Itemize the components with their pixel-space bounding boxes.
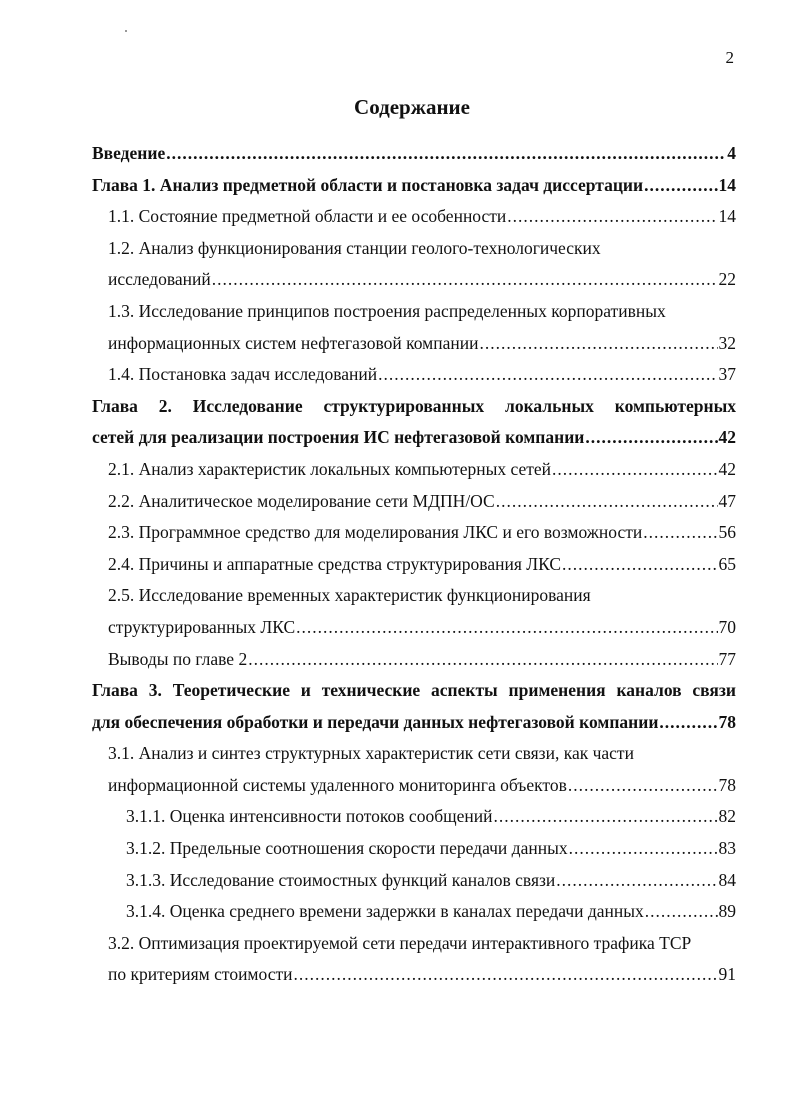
- toc-entry-text: для обеспечения обработки и передачи данных нефтегазовой компании: [92, 711, 659, 732]
- toc-entry-text: 3.1.3. Исследование стоимостных функций каналов связи: [126, 869, 556, 890]
- toc-entry-introduction[interactable]: [92, 138, 736, 170]
- toc-entry-line-1: 3.2. Оптимизация проектируемой сети передачи интерактивного трафика TCP: [108, 932, 692, 953]
- toc-entry-3-1-3[interactable]: [92, 865, 736, 897]
- toc-page-number: 78: [718, 711, 736, 732]
- toc-entry-text: 3.1.2. Предельные соотношения скорости передачи данных: [126, 838, 568, 859]
- toc-entry-text: 2.1. Анализ характеристик локальных компьютерных сетей: [108, 458, 552, 479]
- toc-page-number: 65: [718, 553, 736, 574]
- toc-page-number: 70: [718, 616, 736, 637]
- leader-dots: [212, 264, 718, 296]
- leader-dots: [585, 422, 717, 454]
- toc-entry-text: Введение: [92, 143, 166, 163]
- leader-dots: [659, 707, 717, 739]
- leader-dots: [479, 328, 717, 360]
- toc-entry-3-2[interactable]: [92, 928, 736, 991]
- toc-entry-3-1[interactable]: [92, 738, 736, 801]
- toc-page-number: 56: [718, 522, 736, 543]
- toc-page-number: 83: [718, 838, 736, 859]
- toc-entry-chapter-2[interactable]: [92, 391, 736, 454]
- toc-entry-1-2[interactable]: [92, 233, 736, 296]
- leader-dots: [378, 359, 717, 391]
- toc-entry-line-1: 1.3. Исследование принципов построения распределенных корпоративных: [108, 300, 666, 321]
- scan-artifact: [125, 30, 127, 32]
- toc-entry-3-1-4[interactable]: [92, 896, 736, 928]
- leader-dots: [556, 865, 717, 897]
- toc-entry-text: 1.1. Состояние предметной области и ее особенности: [108, 206, 507, 227]
- toc-title: Содержание: [354, 95, 470, 119]
- toc-entry-text: 1.4. Постановка задач исследований: [108, 364, 378, 385]
- leader-dots: [248, 644, 717, 676]
- toc-entry-3-1-1[interactable]: [92, 801, 736, 833]
- toc-entry-text: Выводы по главе 2: [108, 648, 248, 669]
- toc-entry-2-2[interactable]: [92, 486, 736, 518]
- leader-dots: [296, 612, 717, 644]
- toc-entry-line-1: 3.1. Анализ и синтез структурных характеристик сети связи, как части: [108, 743, 634, 764]
- toc-page-number: 14: [718, 174, 736, 195]
- toc-entry-text: информационной системы удаленного мониторинга объектов: [108, 774, 567, 795]
- table-of-contents: [92, 138, 736, 991]
- toc-entry-text: Глава 1. Анализ предметной области и постановка задач диссертации: [92, 174, 644, 195]
- toc-page-number: 37: [718, 364, 736, 385]
- leader-dots: [166, 138, 726, 170]
- leader-dots: [568, 770, 718, 802]
- toc-page-number: 91: [718, 964, 736, 985]
- leader-dots: [645, 896, 718, 928]
- toc-entry-chapter-2-conclusions[interactable]: [92, 644, 736, 676]
- toc-entry-3-1-2[interactable]: [92, 833, 736, 865]
- toc-page-number: 4: [727, 143, 736, 163]
- toc-entry-1-1[interactable]: [92, 201, 736, 233]
- toc-entry-2-1[interactable]: [92, 454, 736, 486]
- leader-dots: [493, 801, 717, 833]
- toc-entry-text: 2.3. Программное средство для моделирования ЛКС и его возможности: [108, 522, 643, 543]
- toc-entry-text: 2.4. Причины и аппаратные средства структурирования ЛКС: [108, 553, 562, 574]
- toc-entry-text: исследований: [108, 269, 211, 290]
- toc-entry-text: структурированных ЛКС: [108, 616, 296, 637]
- toc-page-number: 42: [718, 458, 736, 479]
- leader-dots: [562, 549, 717, 581]
- leader-dots: [569, 833, 718, 865]
- leader-dots: [552, 454, 717, 486]
- toc-page-number: 22: [718, 269, 736, 290]
- toc-page-number: 84: [718, 869, 736, 890]
- toc-entry-text: по критериям стоимости: [108, 964, 293, 985]
- toc-page-number: 42: [718, 427, 736, 448]
- toc-entry-text: сетей для реализации построения ИС нефтегазовой компании: [92, 427, 585, 448]
- toc-entry-2-5[interactable]: [92, 580, 736, 643]
- toc-entry-1-4[interactable]: [92, 359, 736, 391]
- toc-page-number: 82: [718, 806, 736, 827]
- toc-entry-text: 3.1.4. Оценка среднего времени задержки в каналах передачи данных: [126, 901, 644, 922]
- toc-entry-line-1: Глава 3. Теоретические и технические аспекты применения каналов связи: [92, 680, 736, 701]
- toc-entry-line-1: Глава 2. Исследование структурированных локальных компьютерных: [92, 395, 736, 416]
- toc-page-number: 47: [718, 490, 736, 511]
- toc-page-number: 77: [718, 648, 736, 669]
- toc-entry-line-1: 2.5. Исследование временных характеристик функционирования: [108, 585, 591, 606]
- toc-entry-text: информационных систем нефтегазовой компании: [108, 332, 479, 353]
- leader-dots: [643, 517, 717, 549]
- leader-dots: [496, 486, 718, 518]
- toc-entry-text: 3.1.1. Оценка интенсивности потоков сообщений: [126, 806, 493, 827]
- toc-entry-chapter-3[interactable]: [92, 675, 736, 738]
- toc-page-number: 14: [718, 206, 736, 227]
- toc-page-number: 32: [718, 332, 736, 353]
- toc-entry-chapter-1[interactable]: [92, 170, 736, 202]
- leader-dots: [293, 959, 717, 991]
- toc-entry-line-1: 1.2. Анализ функционирования станции геолого-технологических: [108, 237, 601, 258]
- leader-dots: [507, 201, 717, 233]
- toc-page-number: 78: [718, 774, 736, 795]
- toc-entry-text: 2.2. Аналитическое моделирование сети МДПН/ОС: [108, 490, 495, 511]
- leader-dots: [644, 170, 717, 202]
- page-number: 2: [725, 48, 734, 67]
- toc-entry-2-4[interactable]: [92, 549, 736, 581]
- toc-entry-1-3[interactable]: [92, 296, 736, 359]
- toc-entry-2-3[interactable]: [92, 517, 736, 549]
- toc-page-number: 89: [718, 901, 736, 922]
